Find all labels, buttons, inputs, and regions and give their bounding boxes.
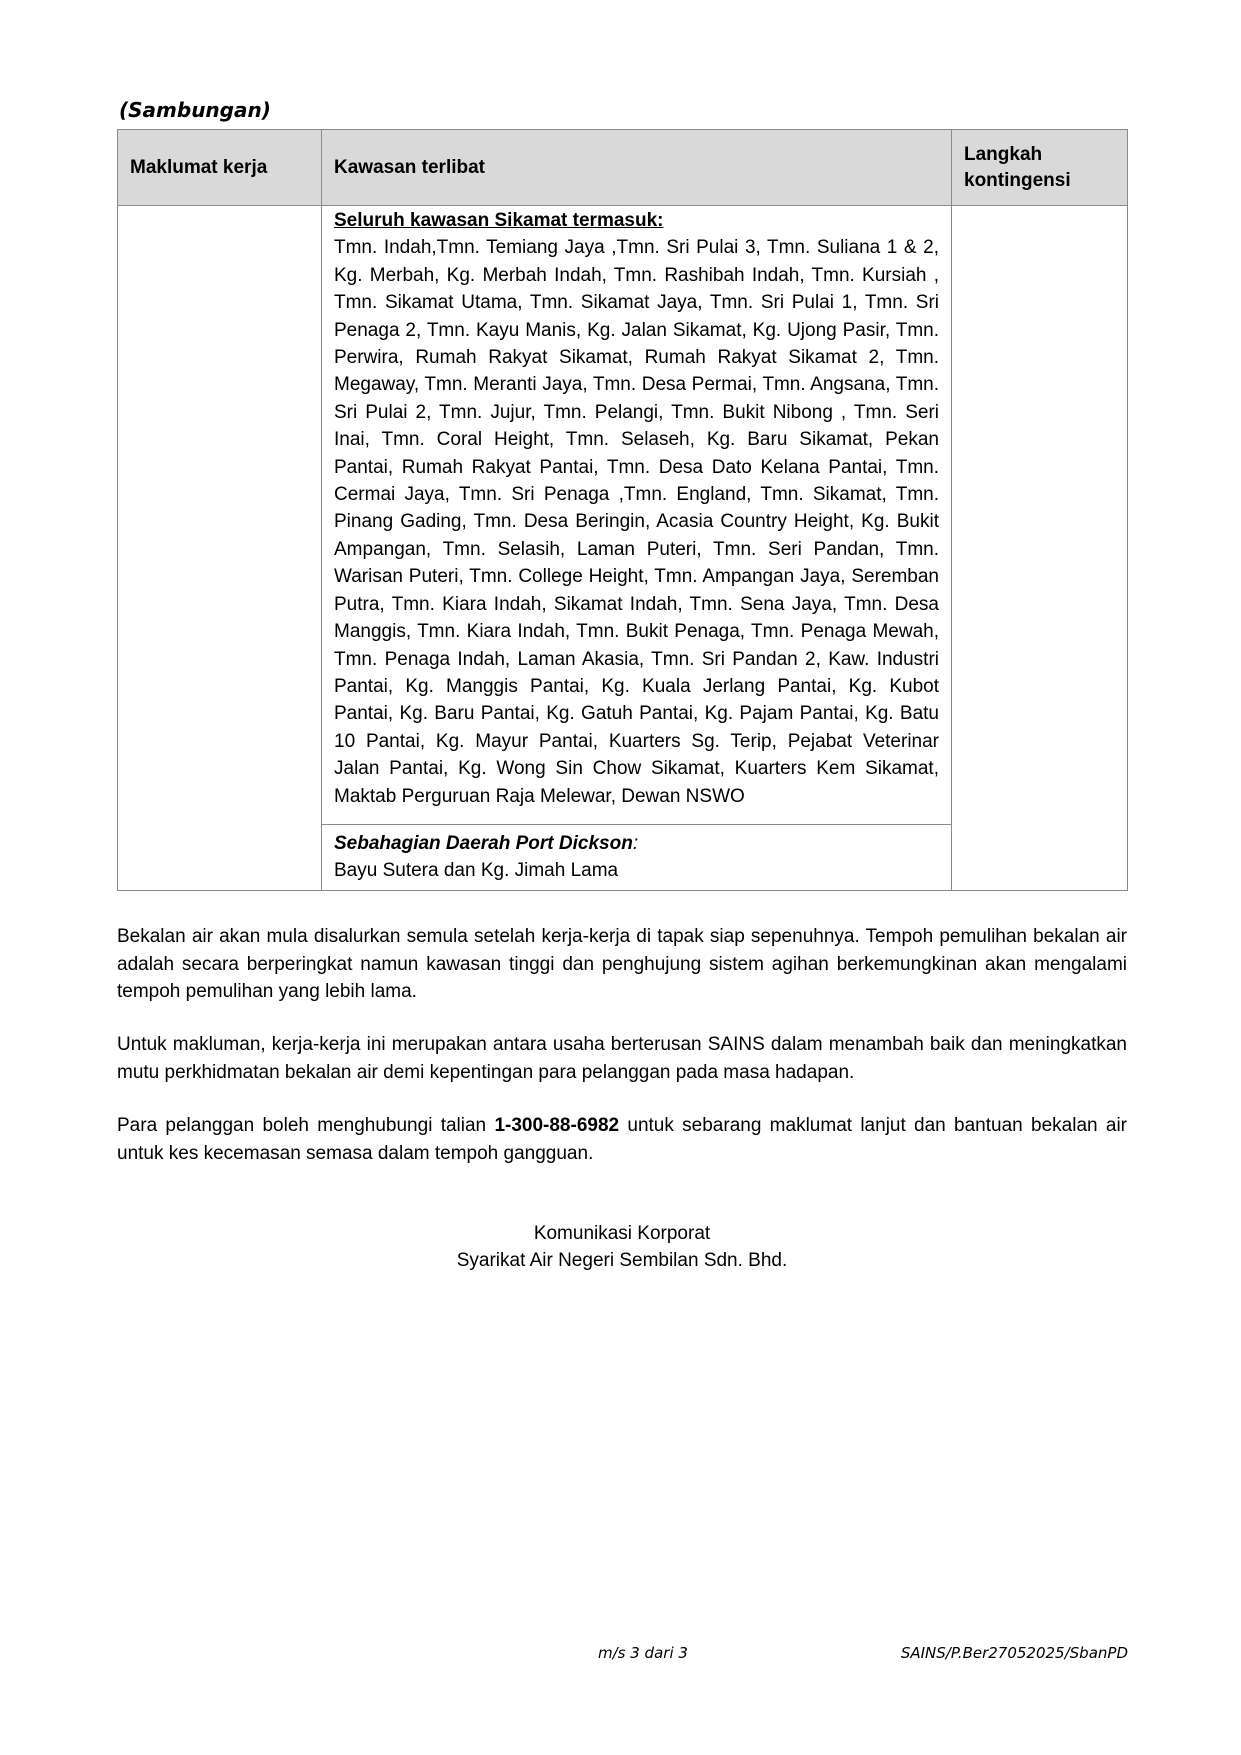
document-reference: SAINS/P.Ber27052025/SbanPD (900, 1644, 1128, 1662)
affected-areas-table (117, 129, 1128, 891)
hotline-number: 1-300-88-6982 (494, 1115, 620, 1136)
contact-paragraph (117, 1112, 1127, 1167)
signature-department: Komunikasi Korporat (533, 1223, 711, 1244)
port-dickson-heading: Sebahagian Daerah Port Dickson (334, 833, 633, 854)
contingency-cell (952, 206, 1128, 891)
header-contingency: Langkah kontingensi (952, 130, 1128, 206)
info-paragraph: Untuk makluman, kerja-kerja ini merupakan antara usaha berterusan SAINS dalam menambah baik dan meningkatkan mutu perkhidmatan bekalan air demi kepentingan para pelanggan pada masa hadapan. (117, 1034, 1127, 1083)
contact-text-before: Para pelanggan boleh menghubungi talian (117, 1115, 495, 1136)
port-dickson-colon: : (632, 833, 639, 854)
port-dickson-areas-cell (322, 825, 952, 891)
continued-label: (Sambungan) (119, 98, 271, 122)
signature-company: Syarikat Air Negeri Sembilan Sdn. Bhd. (456, 1250, 788, 1271)
sikamat-areas-cell (322, 206, 952, 825)
page-number: m/s 3 dari 3 (598, 1644, 688, 1662)
header-work-info: Maklumat kerja (118, 130, 322, 206)
table-header-row (118, 130, 1128, 206)
signature-block (117, 1220, 1127, 1274)
work-info-cell (118, 206, 322, 891)
restoration-paragraph: Bekalan air akan mula disalurkan semula setelah kerja-kerja di tapak siap sepenuhnya. Tempoh pemulihan bekalan air adalah secara berperingkat namun kawasan tinggi dan penghujung sistem agihan berkemungkinan akan mengalami tempoh pemulihan yang lebih lama. (117, 926, 1127, 1002)
port-dickson-area-list: Bayu Sutera dan Kg. Jimah Lama (334, 860, 619, 882)
header-areas: Kawasan terlibat (322, 130, 952, 206)
sikamat-area-list: Tmn. Indah,Tmn. Temiang Jaya ,Tmn. Sri Pulai 3, Tmn. Suliana 1 & 2, Kg. Merbah, Kg. Merbah Indah, Tmn. Rashibah Indah, Tmn. Kursiah , Tmn. Sikamat Utama, Tmn. Sikamat Jaya, Tmn. Sri Pulai 1, Tmn. Sri Penaga 2, Tmn. Kayu Manis, Kg. Jalan Sikamat, Kg. Ujong Pasir, Tmn. Perwira, Rumah Rakyat Sikamat, Rumah Rakyat Sikamat 2, Tmn. Megaway, Tmn. Meranti Jaya, Tmn. Desa Permai, Tmn. Angsana, Tmn. Sri Pulai 2, Tmn. Jujur, Tmn. Pelangi, Tmn. Bukit Nibong , Tmn. Seri Inai, Tmn. Coral Height, Tmn. Selaseh, Kg. Baru Sikamat, Pekan Pantai, Rumah Rakyat Pantai, Tmn. Desa Dato Kelana Pantai, Tmn. Cermai Jaya, Tmn. Sri Penaga ,Tmn. England, Tmn. Sikamat, Tmn. Pinang Gading, Tmn. Desa Beringin, Acasia Country Height, Kg. Bukit Ampangan, Tmn. Selasih, Laman Puteri, Tmn. Seri Pandan, Tmn. Warisan Puteri, Tmn. College Height, Tmn. Ampangan Jaya, Seremban Putra, Tmn. Kiara Indah, Sikamat Indah, Tmn. Sena Jaya, Tmn. Desa Manggis, Tmn. Kiara Indah, Tmn. Bukit Penaga, Tmn. Penaga Mewah, Tmn. Penaga Indah, Laman Akasia, Tmn. Sri Pandan 2, Kaw. Industri Pantai, Kg. Manggis Pantai, Kg. Kuala Jerlang Pantai, Kg. Kubot Pantai, Kg. Baru Pantai, Kg. Gatuh Pantai, Kg. Pajam Pantai, Kg. Batu 10 Pantai, Kg. Mayur Pantai, Kuarters Sg. Terip, Pejabat Veterinar Jalan Pantai, Kg. Wong Sin Chow Sikamat, Kuarters Kem Sikamat, Maktab Perguruan Raja Melewar, Dewan NSWO (334, 237, 939, 807)
table-row (118, 206, 1128, 825)
contact-text-after: untuk sebarang maklumat lanjut dan bantuan bekalan air untuk kes kecemasan semasa dalam tempoh gangguan. (117, 1115, 1127, 1164)
sikamat-heading: Seluruh kawasan Sikamat termasuk: (334, 210, 664, 231)
